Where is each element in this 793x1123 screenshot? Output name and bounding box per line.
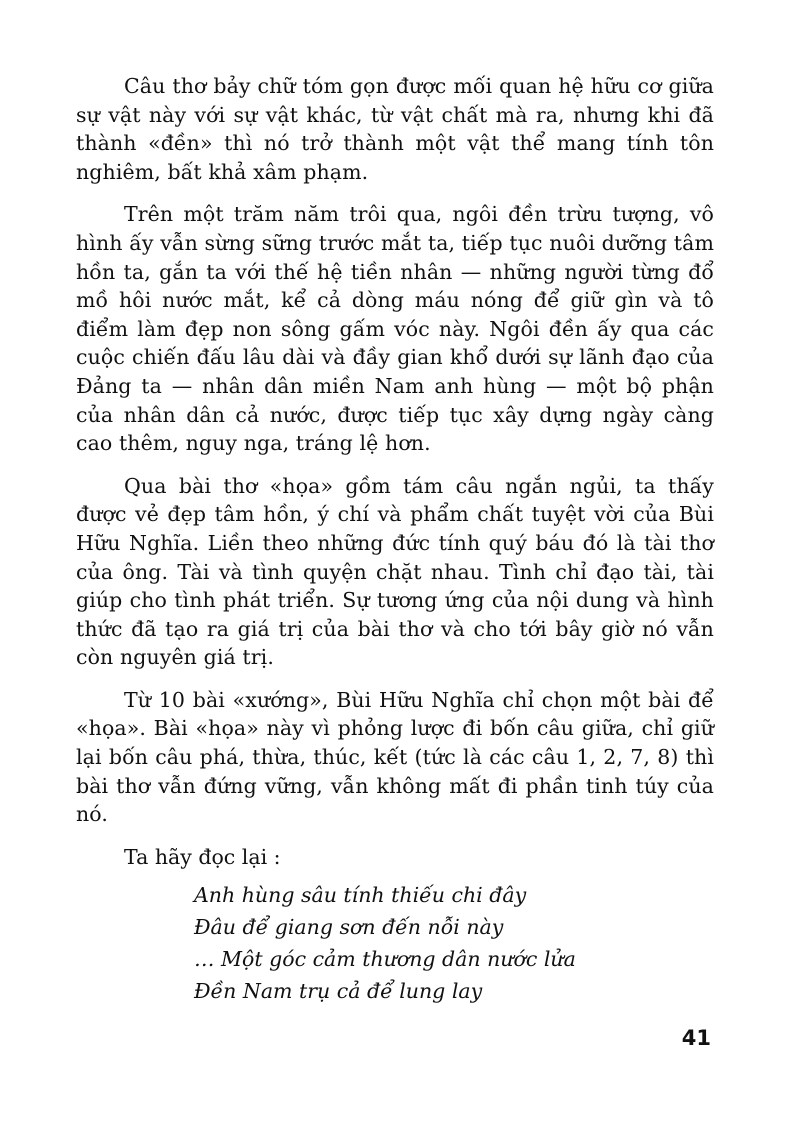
paragraph: Qua bài thơ «họa» gồm tám câu ngắn ngủi, ta thấy được vẻ đẹp tâm hồn, ý chí và phẩm chất tuyệt vời của Bùi Hữu Nghĩa. Liền theo những đức tính quý báu đó là tài thơ của ông. Tài và tình quyện chặt nhau. Tình chỉ đạo tài, tài giúp cho tình phát triển. Sự tương ứng của nội dung và hình thức đã tạo ra giá trị của bài thơ và cho tới bây giờ nó vẫn còn nguyên giá trị.	[76, 473, 714, 670]
poem-line: Đền Nam trụ cả để lung lay	[194, 979, 483, 1004]
poem-intro: Ta hãy đọc lại :	[124, 844, 281, 869]
paragraph: Câu thơ bảy chữ tóm gọn được mối quan hệ hữu cơ giữa sự vật này với sự vật khác, từ vật chất mà ra, nhưng khi đã thành «đền» thì nó trở thành một vật thể mang tính tôn nghiêm, bất khả xâm phạm.	[76, 74, 714, 184]
body-text	[76, 72, 714, 1007]
poem-line: Anh hùng sâu tính thiếu chi đây	[194, 883, 527, 908]
paragraph: Trên một trăm năm trôi qua, ngôi đền trừu tượng, vô hình ấy vẫn sừng sững trước mắt ta, tiếp tục nuôi dưỡng tâm hồn ta, gắn ta với thế hệ tiền nhân — những người từng đổ mồ hôi nước mắt, kể cả dòng máu nóng để giữ gìn và tô điểm làm đẹp non sông gấm vóc này. Ngôi đền ấy qua các cuộc chiến đấu lâu dài và đầy gian khổ dưới sự lãnh đạo của Đảng ta — nhân dân miền Nam anh hùng — một bộ phận của nhân dân cả nước, được tiếp tục xây dựng ngày càng cao thêm, nguy nga, tráng lệ hơn.	[76, 202, 714, 456]
poem-line: Đâu để giang sơn đến nỗi này	[194, 915, 504, 940]
page-number: 41	[681, 1026, 711, 1050]
paragraph: Từ 10 bài «xướng», Bùi Hữu Nghĩa chỉ chọn một bài để «họa». Bài «họa» này vì phỏng lược đi bốn câu giữa, chỉ giữ lại bốn câu phá, thừa, thúc, kết (tức là các câu 1, 2, 7, 8) thì bài thơ vẫn đứng vững, vẫn không mất đi phần tinh túy của nó.	[76, 687, 714, 827]
poem-line: … Một góc cảm thương dân nước lửa	[194, 947, 576, 972]
poem	[76, 879, 714, 1007]
